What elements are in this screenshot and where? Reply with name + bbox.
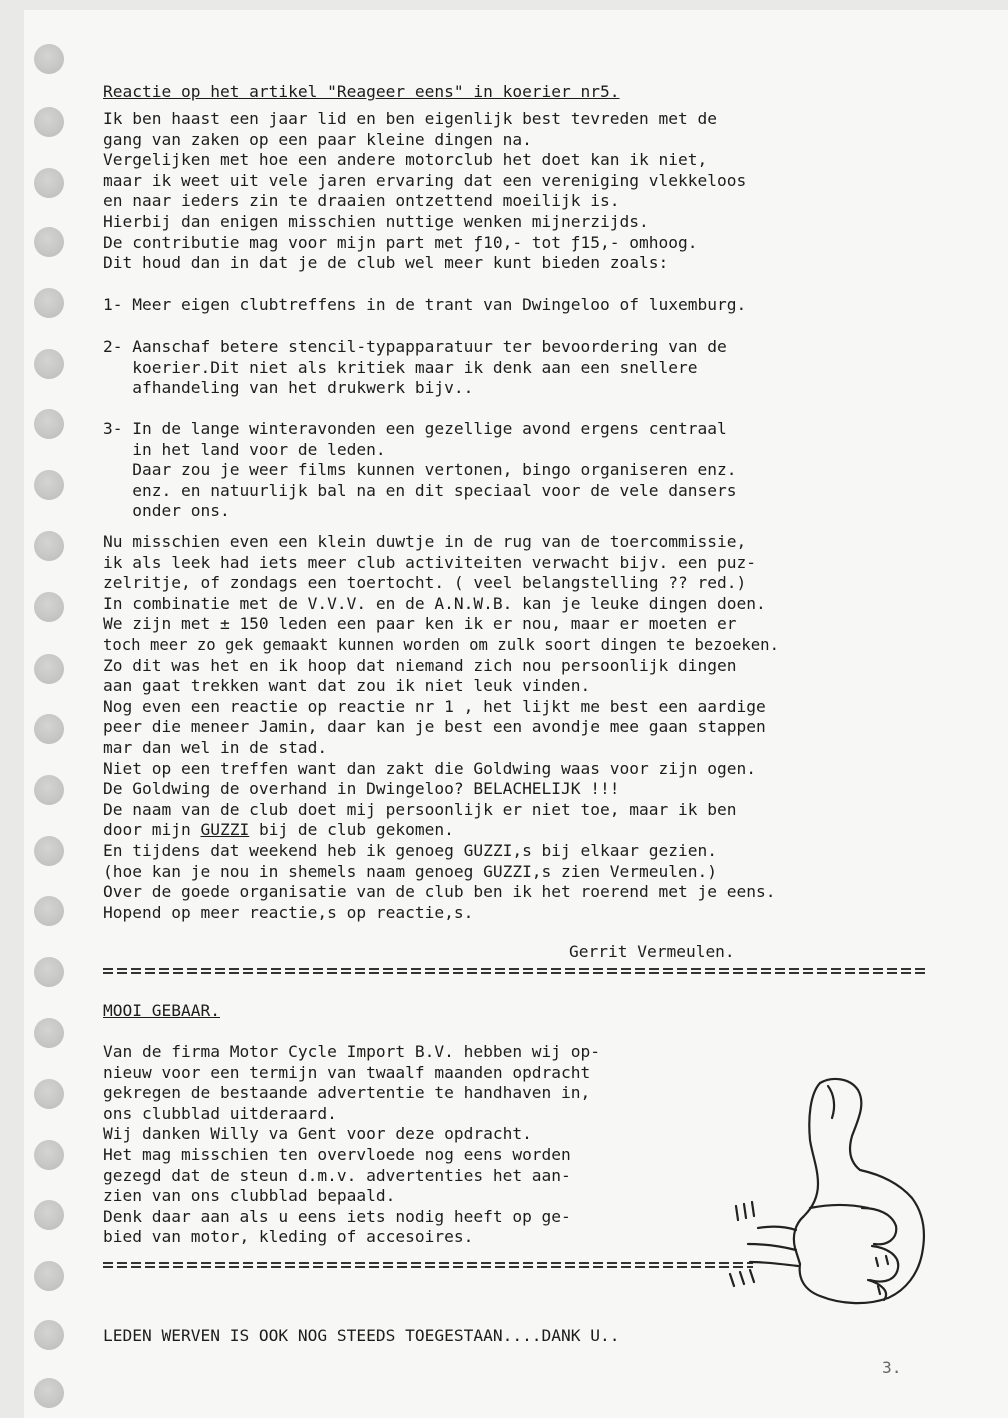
text-line: toch meer zo gek gemaakt kunnen worden om zulk soort dingen te bezoeken. (103, 635, 779, 654)
separator-line (103, 968, 925, 974)
text-line: We zijn met ± 150 leden een paar ken ik er nou, maar er moeten er (103, 614, 737, 634)
text-line: peer die meneer Jamin, daar kan je best een avondje mee gaan stappen (103, 717, 766, 737)
text-line: En tijdens dat weekend heb ik genoeg GUZZI,s bij elkaar gezien. (103, 840, 717, 860)
punch-hole (34, 896, 64, 926)
article-body (103, 1042, 600, 1248)
text-line: Van de firma Motor Cycle Import B.V. hebben wij op- (103, 1042, 601, 1061)
text-line: in het land voor de leden. (103, 439, 386, 459)
text-line: en naar ieders zin te draaien ontzettend moeilijk is. (103, 191, 620, 211)
text-line: Zo dit was het en ik hoop dat niemand zich nou persoonlijk dingen (103, 655, 737, 675)
text-line: Wij danken Willy va Gent voor deze opdracht. (103, 1124, 532, 1144)
list-item-1 (103, 295, 746, 316)
article-intro (103, 109, 746, 274)
punch-hole (34, 1261, 64, 1291)
page-number: 3. (882, 1358, 902, 1377)
footer-line: LEDEN WERVEN IS OOK NOG STEEDS TOEGESTAAN....DANK U.. (103, 1326, 620, 1345)
text-line: Nu misschien even een klein duwtje in de rug van de toercommissie, (103, 532, 747, 551)
text-line: Niet op een treffen want dan zakt die Goldwing waas voor zijn ogen. (103, 758, 756, 778)
text-line: nieuw voor een termijn van twaalf maanden opdracht (103, 1062, 591, 1082)
text-line: gekregen de bestaande advertentie te handhaven in, (103, 1083, 591, 1103)
text-line (103, 820, 779, 841)
article-body (103, 532, 779, 923)
text-line: 1- Meer eigen clubtreffens in de trant van Dwingeloo of luxemburg. (103, 295, 747, 314)
text-line: maar ik weet uit vele jaren ervaring dat een vereniging vlekkeloos (103, 170, 747, 190)
text-line: afhandeling van het drukwerk bijv.. (103, 378, 474, 398)
punch-hole (34, 654, 64, 684)
punch-hole (34, 470, 64, 500)
article-title: MOOI GEBAAR. (103, 1001, 220, 1020)
text-line: gezegd dat de steun d.m.v. advertenties het aan- (103, 1165, 571, 1185)
punch-hole (34, 592, 64, 622)
punch-hole (34, 44, 64, 74)
text-line: zelritje, of zondags een toertocht. ( veel belangstelling ?? red.) (103, 573, 747, 593)
punch-hole (34, 775, 64, 805)
text-line: De naam van de club doet mij persoonlijk er niet toe, maar ik ben (103, 799, 737, 819)
signature: Gerrit Vermeulen. (569, 942, 735, 961)
text-line: Het mag misschien ten overvloede nog eens worden (103, 1144, 571, 1164)
text-line: Daar zou je weer films kunnen vertonen, bingo organiseren enz. (103, 460, 737, 480)
guzzi-word: GUZZI (200, 820, 250, 840)
punch-hole (34, 714, 64, 744)
text-line: De Goldwing de overhand in Dwingeloo? BELACHELIJK !!! (103, 779, 620, 799)
text-line: enz. en natuurlijk bal na en dit speciaal voor de vele dansers (103, 480, 737, 500)
list-item-2 (103, 337, 727, 399)
punch-hole (34, 1200, 64, 1230)
punch-hole (34, 227, 64, 257)
text-line: Vergelijken met hoe een andere motorclub het doet kan ik niet, (103, 150, 708, 170)
text-line: (hoe kan je nou in shemels naam genoeg GUZZI,s zien Vermeulen.) (103, 861, 717, 881)
text-line: In combinatie met de V.V.V. en de A.N.W.B. kan je leuke dingen doen. (103, 593, 766, 613)
punch-hole (34, 1140, 64, 1170)
text-line: bied van motor, kleding of accesoires. (103, 1227, 474, 1247)
text-line: De contributie mag voor mijn part met ƒ10,- tot ƒ15,- omhoog. (103, 232, 698, 252)
punch-hole (34, 288, 64, 318)
list-item-3 (103, 419, 736, 522)
thumbs-up-illustration (700, 1058, 940, 1308)
punch-hole (34, 409, 64, 439)
binder-holes (0, 0, 70, 1418)
separator-line (103, 1262, 753, 1268)
punch-hole (34, 957, 64, 987)
text-line: Nog even een reactie op reactie nr 1 , het lijkt me best een aardige (103, 696, 766, 716)
punch-hole (34, 836, 64, 866)
text-line: 3- In de lange winteravonden een gezellige avond ergens centraal (103, 419, 727, 438)
text-line: ons clubblad uitderaard. (103, 1103, 337, 1123)
text-line: Ik ben haast een jaar lid en ben eigenlijk best tevreden met de (103, 109, 717, 128)
text-line: Hopend op meer reactie,s op reactie,s. (103, 902, 474, 922)
text-line: Denk daar aan als u eens iets nodig heeft op ge- (103, 1206, 571, 1226)
punch-hole (34, 531, 64, 561)
punch-hole (34, 1378, 64, 1408)
text-line: Dit houd dan in dat je de club wel meer kunt bieden zoals: (103, 253, 669, 273)
punch-hole (34, 1079, 64, 1109)
text-line: 2- Aanschaf betere stencil-typapparatuur ter bevoordering van de (103, 337, 727, 356)
article-title: Reactie op het artikel "Reageer eens" in koerier nr5. (103, 82, 620, 101)
punch-hole (34, 1320, 64, 1350)
text-line: Over de goede organisatie van de club ben ik het roerend met je eens. (103, 882, 776, 902)
text-line: ik als leek had iets meer club activiteiten verwacht bijv. een puz- (103, 552, 756, 572)
punch-hole (34, 349, 64, 379)
text-line: koerier.Dit niet als kritiek maar ik denk aan een snellere (103, 357, 698, 377)
punch-hole (34, 168, 64, 198)
punch-hole (34, 1018, 64, 1048)
text-line: mar dan wel in de stad. (103, 737, 328, 757)
text-segment: bij de club gekomen. (249, 820, 454, 840)
punch-hole (34, 107, 64, 137)
text-line: aan gaat trekken want dat zou ik niet leuk vinden. (103, 676, 591, 696)
text-line: zien van ons clubblad bepaald. (103, 1186, 396, 1206)
text-segment: door mijn (103, 820, 201, 840)
text-line: Hierbij dan enigen misschien nuttige wenken mijnerzijds. (103, 211, 649, 231)
text-line: gang van zaken op een paar kleine dingen na. (103, 129, 532, 149)
text-line: onder ons. (103, 501, 230, 521)
